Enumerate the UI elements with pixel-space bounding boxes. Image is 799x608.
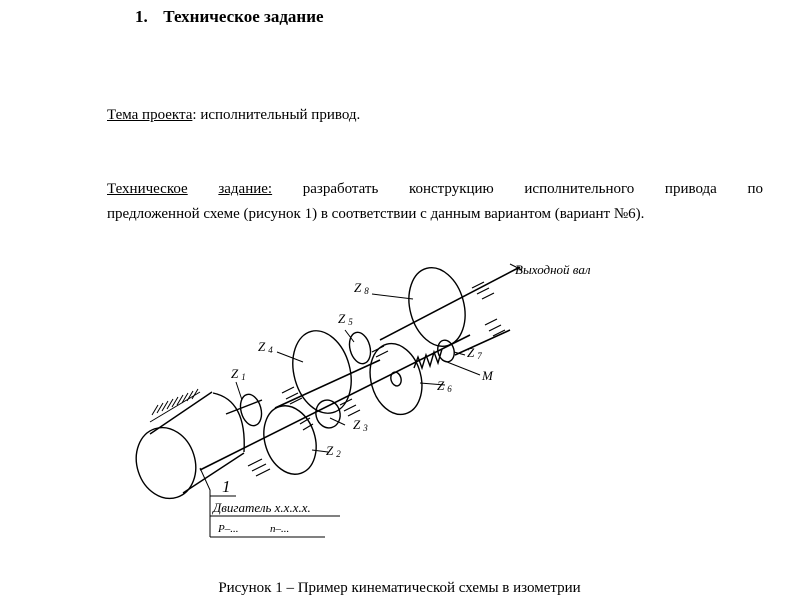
topic-label: Тема проекта	[107, 107, 193, 123]
section-number: 1.	[135, 7, 148, 26]
output-shaft-label: Выходной вал	[515, 262, 591, 277]
motor-number: 1	[222, 477, 231, 496]
label-z7: Z 7	[467, 345, 482, 361]
topic-text: : исполнительный привод.	[192, 107, 361, 123]
label-z1: Z 1	[231, 366, 246, 382]
label-z4: Z 4	[258, 339, 273, 355]
task-word: исполнительного	[524, 181, 635, 197]
gear-z6	[363, 338, 430, 420]
motor-power: P–...	[218, 523, 239, 535]
motor-speed: n–...	[270, 523, 290, 535]
label-z6: Z 6	[437, 378, 452, 394]
task-word: разработать	[302, 181, 379, 197]
gear-z4	[284, 324, 360, 420]
task-word: задание:	[218, 181, 273, 197]
label-m: M	[482, 368, 493, 383]
label-z2: Z 2	[326, 443, 341, 459]
task-word: по	[747, 181, 763, 197]
gear-z5	[346, 330, 374, 366]
label-z3: Z 3	[353, 417, 368, 433]
task-word: конструкцию	[408, 181, 494, 197]
motor-spec-block	[200, 468, 340, 537]
section-title: Техническое задание	[163, 7, 324, 26]
gear-z3	[313, 397, 343, 430]
gear-z2	[255, 399, 324, 481]
task-paragraph-line2: предложенной схеме (рисунок 1) в соответствии с данным вариантом (вариант №6).	[107, 206, 645, 222]
task-label: Техническое	[107, 181, 188, 197]
motor-name: Двигатель x.x.x.x.	[213, 500, 311, 515]
label-z5: Z 5	[338, 311, 353, 327]
label-z8: Z 8	[354, 280, 369, 296]
figure-caption: Рисунок 1 – Пример кинематической схемы в изометрии	[218, 580, 581, 596]
intermediate-shaft	[275, 346, 388, 408]
task-word: привода	[664, 181, 717, 197]
